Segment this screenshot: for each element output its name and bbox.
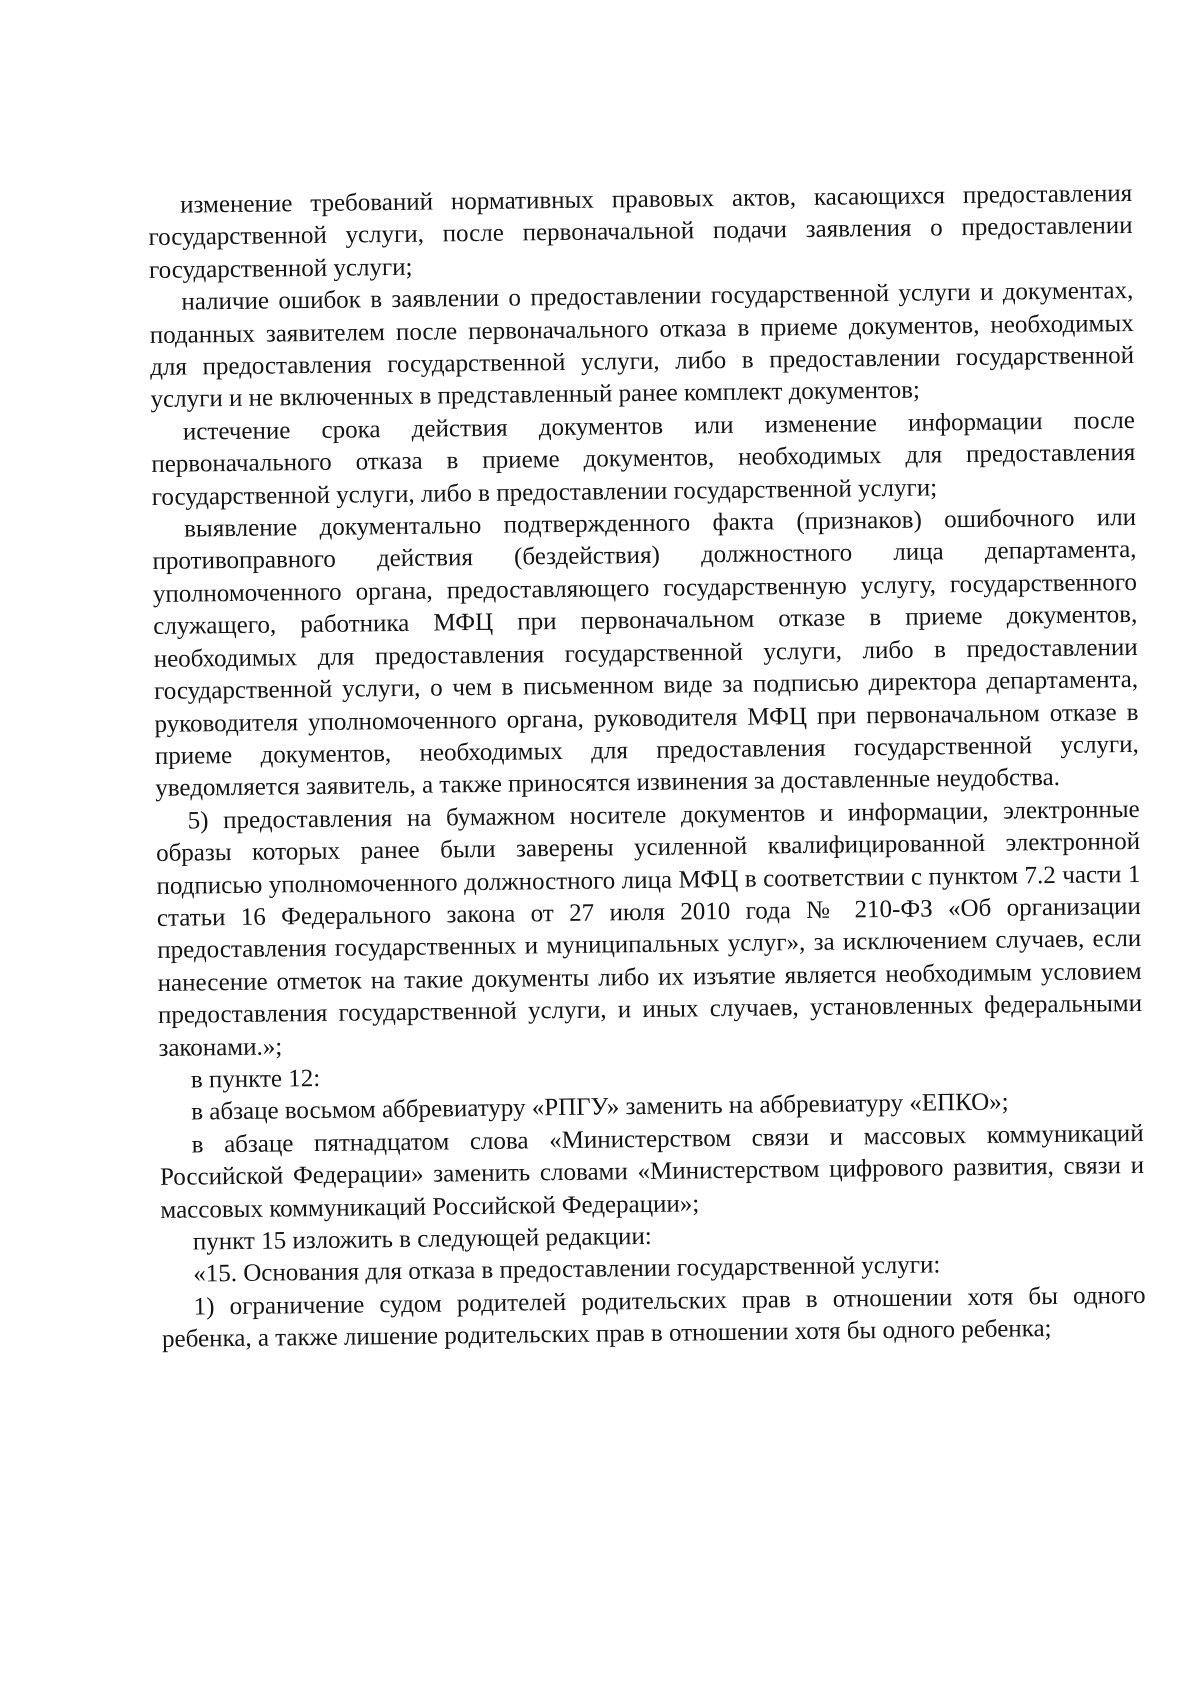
paragraph-document-expiry: истечение срока действия документов или изменение информации после первоначального отказа в приеме документов, необходимых для предоставления государственной услуги, либо в предоставлении государственной услуги;: [151, 406, 1136, 511]
paragraph-errors-in-application: наличие ошибок в заявлении о предоставлении государственной услуги и документах, поданных заявителем после первоначального отказа в приеме документов, необходимых для предоставления государственной услуги, либо в предоставлении государственной услуги и не включенных в представленный ранее комплект документов;: [149, 277, 1135, 414]
paragraph-item-5: 5) предоставления на бумажном носителе документов и информации, электронные образы которых ранее были заверены усиленной квалифицированной электронной подписью уполномоченного должностного лица МФЦ в соответствии с пунктом 7.2 части 1 статьи 16 Федерального закона от 27 июля 2010 года № 210-ФЗ «Об организации предоставления государственных и муниципальных услуг», за исключением случаев, если нанесение отметок на такие документы либо их изъятие является необходимым условием предоставления государственной услуги, и иных случаев, установленных федеральными законами.»;: [155, 795, 1143, 1062]
document-body: [148, 178, 1146, 1357]
paragraph-point-15-intro: пункт 15 изложить в следующей редакции:: [192, 1222, 652, 1256]
paragraph-item-1: 1) ограничение судом родителей родительских прав в отношении хотя бы одного ребенка, а также лишение родительских прав в отношении хотя бы одного ребенка;: [161, 1281, 1146, 1354]
paragraph-ministry-rename: в абзаце пятнадцатом слова «Министерством связи и массовых коммуникаций Российской Федерации» заменить словами «Министерством цифрового развития, связи и массовых коммуникаций Российской Федерации»;: [159, 1119, 1145, 1224]
paragraph-amendment-requirements: изменение требований нормативных правовых актов, касающихся предоставления государственной услуги, после первоначальной подачи заявления о предоставлении государственной услуги;: [148, 179, 1133, 284]
paragraph-point-12: в пункте 12:: [190, 1064, 321, 1094]
paragraph-abbreviation-change: в абзаце восьмом аббревиатуру «РПГУ» заменить на аббревиатуру «ЕПКО»;: [191, 1088, 1009, 1126]
paragraph-point-15-heading: «15. Основания для отказа в предоставлении государственной услуги:: [193, 1251, 941, 1288]
paragraph-erroneous-action: выявление документально подтвержденного факта (признаков) ошибочного или противоправного действия (бездействия) должностного лица департамента, уполномоченного органа, предоставляющего государственную услугу, государственного служащего, работника МФЦ при первоначальном отказе в приеме документов, необходимых для предоставления государственной услуги, либо в предоставлении государственной услуги, о чем в письменном виде за подписью директора департамента, руководителя уполномоченного органа, руководителя МФЦ при первоначальном отказе в приеме документов, необходимых для предоставления государственной услуги, уведомляется заявитель, а также приносятся извинения за доставленные неудобства.: [152, 504, 1140, 803]
